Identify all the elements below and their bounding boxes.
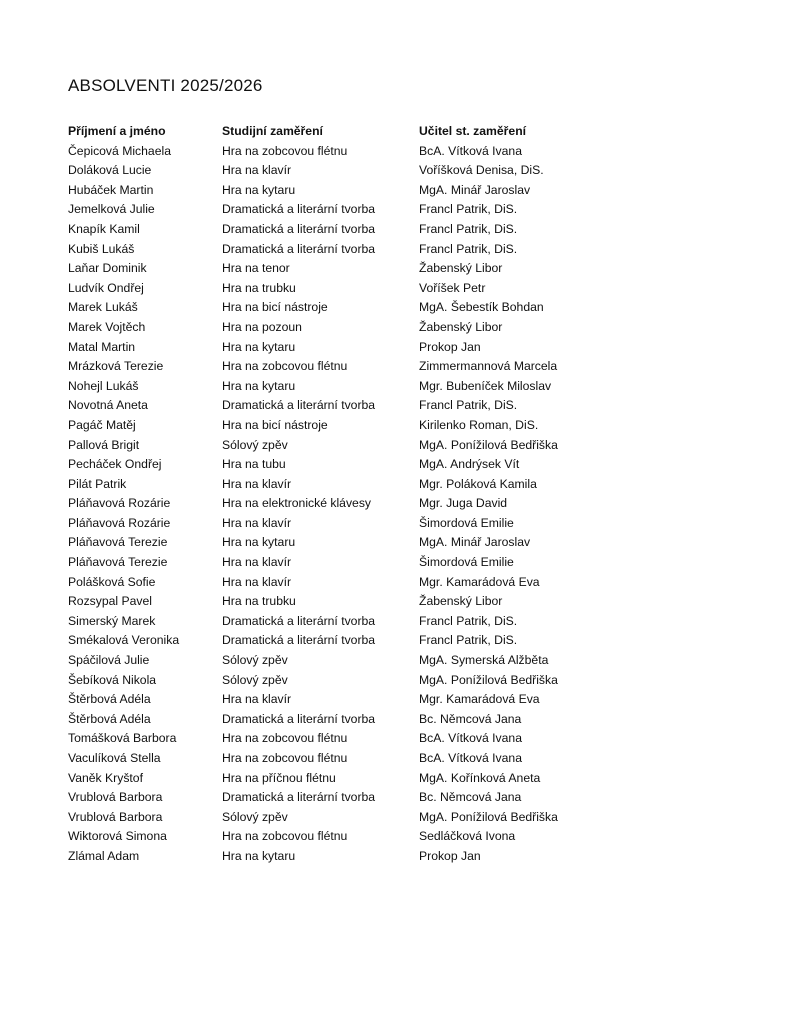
cell-field: Sólový zpěv	[222, 809, 288, 824]
cell-field: Dramatická a literární tvorba	[222, 221, 376, 236]
cell-teacher: Mgr. Bubeníček Miloslav	[419, 378, 552, 393]
table-row	[68, 181, 768, 201]
cell-field: Hra na příčnou flétnu	[222, 770, 336, 785]
cell-field: Sólový zpěv	[222, 437, 288, 452]
table-row	[68, 475, 768, 495]
page-title: ABSOLVENTI 2025/2026	[68, 76, 263, 95]
cell-name: Tomášková Barbora	[68, 731, 177, 746]
table-row	[68, 631, 768, 651]
cell-teacher: MgA. Minář Jaroslav	[419, 182, 531, 197]
table-body	[68, 142, 768, 867]
cell-field: Sólový zpěv	[222, 672, 288, 687]
cell-name: Pagáč Matěj	[68, 417, 136, 432]
table-row	[68, 573, 768, 593]
cell-field: Dramatická a literární tvorba	[222, 241, 376, 256]
table-row	[68, 847, 768, 867]
table-row	[68, 357, 768, 377]
cell-teacher: BcA. Vítková Ivana	[419, 143, 522, 158]
table-row	[68, 161, 768, 181]
cell-field: Hra na klavír	[222, 574, 292, 589]
cell-field: Sólový zpěv	[222, 653, 288, 668]
table-row	[68, 592, 768, 612]
cell-name: Pecháček Ondřej	[68, 457, 162, 472]
cell-teacher: Kirilenko Roman, DiS.	[419, 417, 539, 432]
cell-name: Zlámal Adam	[68, 848, 140, 863]
cell-teacher: Voříšková Denisa, DiS.	[419, 163, 544, 178]
table-row	[68, 396, 768, 416]
cell-name: Jemelková Julie	[68, 202, 155, 217]
cell-name: Nohejl Lukáš	[68, 378, 139, 393]
cell-name: Marek Vojtěch	[68, 319, 146, 334]
cell-field: Hra na zobcovou flétnu	[222, 751, 348, 765]
cell-teacher: Mgr. Kamarádová Eva	[419, 692, 540, 707]
cell-teacher: Mgr. Juga David	[419, 496, 508, 511]
cell-teacher: MgA. Ponížilová Bedřiška	[419, 809, 558, 824]
table-row	[68, 298, 768, 318]
cell-name: Spáčilová Julie	[68, 653, 150, 668]
cell-teacher: Žabenský Libor	[419, 319, 503, 334]
cell-name: Laňar Dominik	[68, 261, 147, 276]
cell-teacher: MgA. Andrýsek Vít	[419, 457, 520, 472]
cell-field: Hra na tubu	[222, 457, 286, 472]
cell-teacher: Žabenský Libor	[419, 594, 503, 609]
table-row	[68, 220, 768, 240]
cell-teacher: Šimordová Emilie	[419, 555, 514, 570]
cell-teacher: Mgr. Poláková Kamila	[419, 476, 537, 491]
cell-field: Hra na pozoun	[222, 319, 302, 334]
table-row	[68, 553, 768, 573]
header-teacher: Učitel st. zaměření	[419, 124, 527, 138]
cell-teacher: BcA. Vítková Ivana	[419, 751, 522, 765]
cell-field: Hra na trubku	[222, 280, 296, 295]
cell-teacher: Bc. Němcová Jana	[419, 790, 522, 805]
cell-field: Dramatická a literární tvorba	[222, 790, 376, 805]
cell-field: Hra na kytaru	[222, 378, 296, 393]
cell-name: Pláňavová Terezie	[68, 555, 168, 570]
cell-teacher: BcA. Vítková Ivana	[419, 731, 522, 746]
cell-field: Hra na zobcovou flétnu	[222, 731, 348, 746]
cell-field: Hra na kytaru	[222, 848, 296, 863]
table-row	[68, 142, 768, 162]
cell-name: Matal Martin	[68, 339, 136, 354]
cell-teacher: Mgr. Kamarádová Eva	[419, 574, 540, 589]
cell-field: Hra na kytaru	[222, 535, 296, 550]
table-row	[68, 827, 768, 847]
cell-field: Dramatická a literární tvorba	[222, 633, 376, 648]
cell-field: Hra na tenor	[222, 261, 290, 276]
cell-name: Vaculíková Stella	[68, 751, 161, 765]
table-row	[68, 377, 768, 397]
table-row	[68, 416, 768, 436]
cell-field: Hra na zobcovou flétnu	[222, 359, 348, 374]
cell-name: Pláňavová Terezie	[68, 535, 168, 550]
cell-field: Hra na kytaru	[222, 339, 296, 354]
table-row	[68, 651, 768, 671]
cell-teacher: MgA. Ponížilová Bedřiška	[419, 437, 558, 452]
cell-teacher: Francl Patrik, DiS.	[419, 613, 518, 628]
cell-field: Hra na elektronické klávesy	[222, 496, 372, 511]
cell-name: Pláňavová Rozárie	[68, 515, 171, 530]
cell-field: Dramatická a literární tvorba	[222, 202, 376, 217]
cell-field: Hra na klavír	[222, 476, 292, 491]
cell-name: Polášková Sofie	[68, 574, 156, 589]
cell-teacher: MgA. Minář Jaroslav	[419, 535, 531, 550]
table-row	[68, 749, 768, 769]
table-row	[68, 436, 768, 456]
cell-field: Hra na klavír	[222, 555, 292, 570]
cell-teacher: Šimordová Emilie	[419, 515, 514, 530]
cell-name: Hubáček Martin	[68, 182, 154, 197]
table-row	[68, 612, 768, 632]
cell-teacher: Prokop Jan	[419, 848, 481, 863]
cell-teacher: Francl Patrik, DiS.	[419, 398, 518, 413]
cell-field: Hra na zobcovou flétnu	[222, 143, 348, 158]
table-row	[68, 318, 768, 338]
cell-name: Štěrbová Adéla	[68, 711, 151, 726]
table-row	[68, 690, 768, 710]
cell-field: Hra na trubku	[222, 594, 296, 609]
cell-name: Rozsypal Pavel	[68, 594, 152, 609]
cell-name: Marek Lukáš	[68, 300, 138, 315]
cell-field: Dramatická a literární tvorba	[222, 613, 376, 628]
cell-teacher: Prokop Jan	[419, 339, 481, 354]
cell-name: Čepicová Michaela	[68, 143, 171, 158]
cell-teacher: Voříšek Petr	[419, 280, 486, 295]
cell-name: Knapík Kamil	[68, 221, 140, 236]
cell-name: Pláňavová Rozárie	[68, 496, 171, 511]
cell-teacher: Francl Patrik, DiS.	[419, 633, 518, 648]
header-name: Příjmení a jméno	[68, 124, 166, 138]
table-row	[68, 710, 768, 730]
table-row	[68, 455, 768, 475]
table-row	[68, 338, 768, 358]
cell-field: Hra na bicí nástroje	[222, 417, 328, 432]
cell-name: Doláková Lucie	[68, 163, 152, 178]
cell-name: Pallová Brigit	[68, 437, 140, 452]
cell-field: Dramatická a literární tvorba	[222, 398, 376, 413]
cell-teacher: Sedláčková Ivona	[419, 829, 516, 844]
cell-teacher: Bc. Němcová Jana	[419, 711, 522, 726]
cell-teacher: Zimmermannová Marcela	[419, 359, 558, 374]
cell-name: Vrublová Barbora	[68, 809, 163, 824]
cell-teacher: Francl Patrik, DiS.	[419, 241, 518, 256]
table-row	[68, 533, 768, 553]
header-field: Studijní zaměření	[222, 124, 323, 138]
cell-name: Ludvík Ondřej	[68, 280, 144, 295]
table-row	[68, 729, 768, 749]
cell-name: Novotná Aneta	[68, 398, 148, 413]
cell-field: Hra na bicí nástroje	[222, 300, 328, 315]
table-row	[68, 769, 768, 789]
table-row	[68, 671, 768, 691]
cell-name: Vaněk Kryštof	[68, 770, 143, 785]
cell-field: Hra na zobcovou flétnu	[222, 829, 348, 844]
table-row	[68, 279, 768, 299]
cell-name: Pilát Patrik	[68, 476, 127, 491]
table-row	[68, 788, 768, 808]
table-row	[68, 240, 768, 260]
cell-name: Mrázková Terezie	[68, 359, 164, 374]
cell-name: Wiktorová Simona	[68, 829, 167, 844]
table-row	[68, 494, 768, 514]
cell-teacher: Francl Patrik, DiS.	[419, 221, 518, 236]
cell-field: Hra na kytaru	[222, 182, 296, 197]
table-row	[68, 200, 768, 220]
cell-field: Dramatická a literární tvorba	[222, 711, 376, 726]
cell-name: Šebíková Nikola	[68, 672, 157, 687]
cell-name: Simerský Marek	[68, 613, 156, 628]
cell-teacher: MgA. Symerská Alžběta	[419, 653, 549, 668]
table-row	[68, 259, 768, 279]
cell-teacher: MgA. Ponížilová Bedřiška	[419, 672, 558, 687]
cell-teacher: Žabenský Libor	[419, 261, 503, 276]
table-header-row	[68, 122, 768, 142]
table-row	[68, 514, 768, 534]
graduates-table	[68, 122, 768, 867]
table-row	[68, 808, 768, 828]
cell-teacher: Francl Patrik, DiS.	[419, 202, 518, 217]
cell-field: Hra na klavír	[222, 692, 292, 707]
cell-name: Vrublová Barbora	[68, 790, 163, 805]
cell-name: Kubiš Lukáš	[68, 241, 135, 256]
cell-teacher: MgA. Kořínková Aneta	[419, 770, 541, 785]
cell-field: Hra na klavír	[222, 163, 292, 178]
cell-teacher: MgA. Šebestík Bohdan	[419, 300, 544, 315]
cell-name: Štěrbová Adéla	[68, 692, 151, 707]
cell-field: Hra na klavír	[222, 515, 292, 530]
cell-name: Smékalová Veronika	[68, 633, 180, 648]
